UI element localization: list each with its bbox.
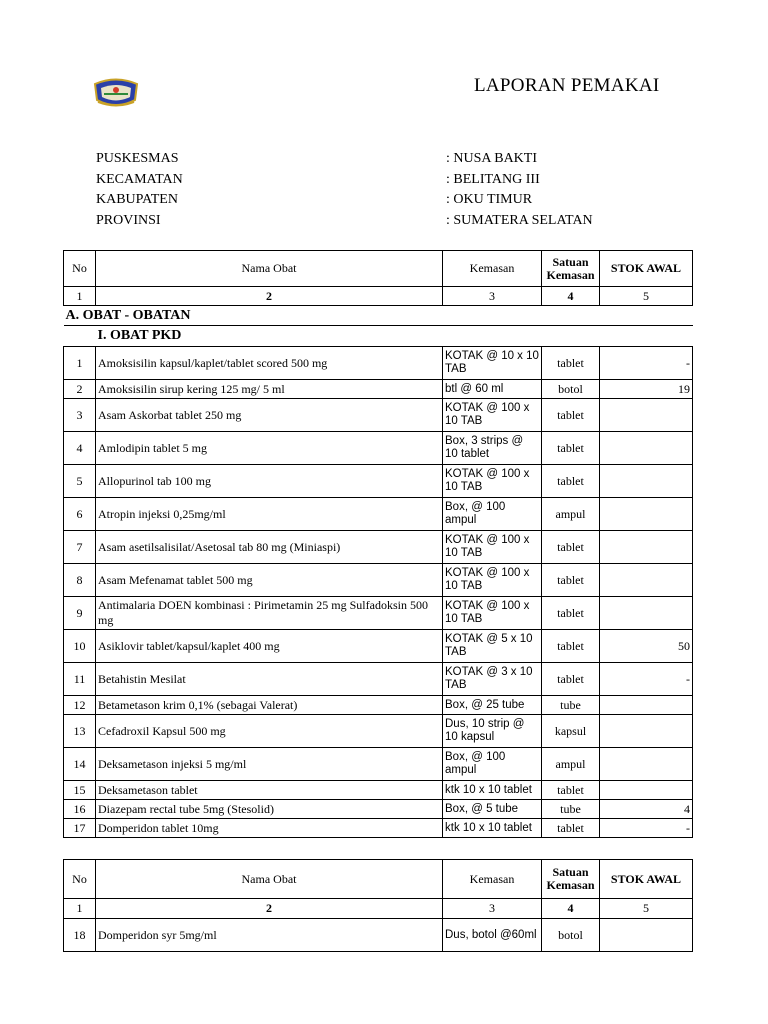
table-row: [64, 663, 693, 696]
row-no: 16: [64, 800, 96, 819]
row-satuan: botol: [542, 380, 600, 399]
row-no: 8: [64, 564, 96, 597]
row-stok: 19: [600, 380, 693, 399]
subsection-row: [64, 326, 693, 347]
table-row: [64, 597, 693, 630]
col-number: 1: [64, 899, 96, 919]
row-stok: 4: [600, 800, 693, 819]
row-satuan: ampul: [542, 498, 600, 531]
row-name: Amoksisilin sirup kering 125 mg/ 5 ml: [96, 380, 443, 399]
info-value: : NUSA BAKTI: [446, 151, 538, 166]
row-no: 18: [64, 919, 96, 952]
header-no: No: [64, 860, 96, 899]
row-satuan: tablet: [542, 432, 600, 465]
row-kemasan: KOTAK @ 100 x 10 TAB: [443, 399, 542, 432]
row-no: 4: [64, 432, 96, 465]
table-row: [64, 432, 693, 465]
header-kemasan: Kemasan: [443, 251, 542, 287]
row-kemasan: KOTAK @ 100 x 10 TAB: [443, 564, 542, 597]
table-row: [64, 800, 693, 819]
row-stok: [600, 498, 693, 531]
row-satuan: tube: [542, 696, 600, 715]
col-number: 2: [96, 287, 443, 306]
row-name: Deksametason tablet: [96, 781, 443, 800]
row-kemasan: Box, 3 strips @ 10 tablet: [443, 432, 542, 465]
row-kemasan: KOTAK @ 100 x 10 TAB: [443, 597, 542, 630]
row-stok: [600, 748, 693, 781]
row-no: 1: [64, 347, 96, 380]
row-no: 5: [64, 465, 96, 498]
row-stok: [600, 919, 693, 952]
col-number: 2: [96, 899, 443, 919]
header-name: Nama Obat: [96, 251, 443, 287]
row-satuan: tablet: [542, 663, 600, 696]
header-satuan-line1: Satuan: [552, 865, 589, 879]
row-satuan: kapsul: [542, 715, 600, 748]
table-header-row: [64, 860, 693, 899]
row-stok: [600, 715, 693, 748]
row-satuan: tablet: [542, 781, 600, 800]
row-satuan: tablet: [542, 819, 600, 838]
col-number: 4: [542, 899, 600, 919]
header-satuan-line2: Kemasan: [546, 878, 595, 892]
col-number: 1: [64, 287, 96, 306]
row-satuan: tablet: [542, 347, 600, 380]
col-number: 3: [443, 287, 542, 306]
row-no: 12: [64, 696, 96, 715]
info-label: KABUPATEN: [96, 192, 178, 207]
header-satuan: [542, 860, 600, 899]
row-name: Domperidon syr 5mg/ml: [96, 919, 443, 952]
header-no: No: [64, 251, 96, 287]
col-number: 4: [542, 287, 600, 306]
table-row: [64, 465, 693, 498]
table-row: [64, 696, 693, 715]
info-label: KECAMATAN: [96, 171, 183, 187]
row-satuan: tablet: [542, 630, 600, 663]
col-number: 5: [600, 287, 693, 306]
row-no: 2: [64, 380, 96, 399]
row-kemasan: KOTAK @ 5 x 10 TAB: [443, 630, 542, 663]
header-satuan: [542, 251, 600, 287]
info-row: [96, 149, 593, 170]
row-kemasan: KOTAK @ 3 x 10 TAB: [443, 663, 542, 696]
col-number: 3: [443, 899, 542, 919]
table-row: [64, 919, 693, 952]
row-stok: [600, 531, 693, 564]
row-stok: [600, 465, 693, 498]
row-kemasan: btl @ 60 ml: [443, 380, 542, 399]
row-no: 14: [64, 748, 96, 781]
medicine-table: [63, 250, 693, 838]
header-satuan-line2: Kemasan: [546, 267, 595, 282]
row-satuan: tablet: [542, 465, 600, 498]
row-kemasan: Box, @ 5 tube: [443, 800, 542, 819]
header-kemasan: Kemasan: [443, 860, 542, 899]
row-stok: -: [600, 347, 693, 380]
row-stok: [600, 432, 693, 465]
row-no: 10: [64, 630, 96, 663]
table-header-row: [64, 251, 693, 287]
table-row: [64, 531, 693, 564]
column-number-row: [64, 287, 693, 306]
header-name: Nama Obat: [96, 860, 443, 899]
row-name: Betametason krim 0,1% (sebagai Valerat): [96, 696, 443, 715]
row-kemasan: Box, @ 100 ampul: [443, 498, 542, 531]
row-no: 6: [64, 498, 96, 531]
row-name: Asam Mefenamat tablet 500 mg: [96, 564, 443, 597]
row-no: 17: [64, 819, 96, 838]
table-row: [64, 347, 693, 380]
section-title: A. OBAT - OBATAN: [64, 306, 693, 326]
row-kemasan: Box, @ 100 ampul: [443, 748, 542, 781]
row-name: Deksametason injeksi 5 mg/ml: [96, 748, 443, 781]
table-row: [64, 630, 693, 663]
header-satuan-line1: Satuan: [552, 254, 589, 269]
table-row: [64, 748, 693, 781]
row-stok: -: [600, 663, 693, 696]
emblem-logo: [92, 78, 140, 108]
row-stok: [600, 781, 693, 800]
info-value: : BELITANG III: [446, 171, 540, 187]
header-stok: STOK AWAL: [600, 251, 693, 287]
table-row: [64, 564, 693, 597]
header-stok: STOK AWAL: [600, 860, 693, 899]
row-satuan: ampul: [542, 748, 600, 781]
info-row: [96, 211, 593, 232]
row-no: 11: [64, 663, 96, 696]
row-name: Asam Askorbat tablet 250 mg: [96, 399, 443, 432]
row-satuan: tablet: [542, 399, 600, 432]
row-stok: [600, 597, 693, 630]
row-stok: [600, 399, 693, 432]
row-satuan: tablet: [542, 564, 600, 597]
row-no: 7: [64, 531, 96, 564]
row-satuan: tablet: [542, 597, 600, 630]
row-satuan: tablet: [542, 531, 600, 564]
report-title: LAPORAN PEMAKAI: [474, 75, 660, 96]
row-kemasan: Box, @ 25 tube: [443, 696, 542, 715]
row-name: Antimalaria DOEN kombinasi : Pirimetamin 25 mg Sulfadoksin 500 mg: [96, 597, 443, 630]
row-kemasan: KOTAK @ 100 x 10 TAB: [443, 531, 542, 564]
table-row: [64, 819, 693, 838]
row-kemasan: Dus, 10 strip @ 10 kapsul: [443, 715, 542, 748]
info-label: PROVINSI: [96, 212, 161, 228]
row-kemasan: ktk 10 x 10 tablet: [443, 781, 542, 800]
row-stok: [600, 696, 693, 715]
col-number: 5: [600, 899, 693, 919]
row-name: Cefadroxil Kapsul 500 mg: [96, 715, 443, 748]
table-row: [64, 715, 693, 748]
row-kemasan: ktk 10 x 10 tablet: [443, 819, 542, 838]
row-kemasan: KOTAK @ 100 x 10 TAB: [443, 465, 542, 498]
info-label: PUSKESMAS: [96, 151, 179, 166]
row-stok: 50: [600, 630, 693, 663]
row-kemasan: Dus, botol @60ml: [443, 919, 542, 952]
row-name: Atropin injeksi 0,25mg/ml: [96, 498, 443, 531]
row-name: Amlodipin tablet 5 mg: [96, 432, 443, 465]
medicine-table-page2: [63, 859, 693, 952]
row-name: Asam asetilsalisilat/Asetosal tab 80 mg (Miniaspi): [96, 531, 443, 564]
row-no: 13: [64, 715, 96, 748]
info-row: [96, 190, 593, 211]
row-name: Asiklovir tablet/kapsul/kaplet 400 mg: [96, 630, 443, 663]
table-row: [64, 399, 693, 432]
row-name: Allopurinol tab 100 mg: [96, 465, 443, 498]
table-row: [64, 380, 693, 399]
info-row: [96, 170, 593, 191]
row-stok: [600, 564, 693, 597]
table-row: [64, 498, 693, 531]
row-stok: -: [600, 819, 693, 838]
row-name: Diazepam rectal tube 5mg (Stesolid): [96, 800, 443, 819]
row-no: 9: [64, 597, 96, 630]
row-satuan: botol: [542, 919, 600, 952]
row-no: 15: [64, 781, 96, 800]
row-no: 3: [64, 399, 96, 432]
row-name: Betahistin Mesilat: [96, 663, 443, 696]
report-info: [96, 149, 593, 231]
row-name: Amoksisilin kapsul/kaplet/tablet scored 500 mg: [96, 347, 443, 380]
info-value: : OKU TIMUR: [446, 192, 533, 207]
row-name: Domperidon tablet 10mg: [96, 819, 443, 838]
info-value: : SUMATERA SELATAN: [446, 212, 593, 228]
subsection-title: I. OBAT PKD: [64, 326, 693, 347]
section-row: [64, 306, 693, 326]
row-kemasan: KOTAK @ 10 x 10 TAB: [443, 347, 542, 380]
row-satuan: tube: [542, 800, 600, 819]
column-number-row: [64, 899, 693, 919]
table-row: [64, 781, 693, 800]
